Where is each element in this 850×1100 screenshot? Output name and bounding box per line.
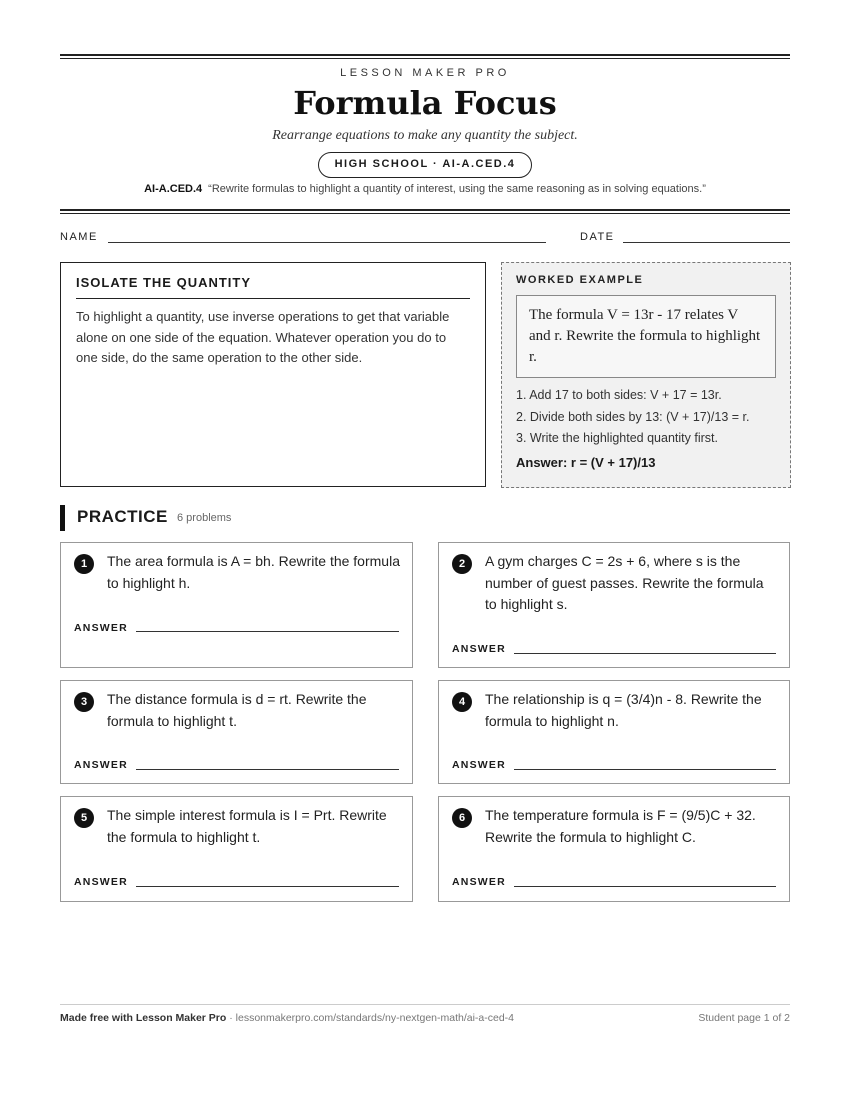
problem-number: 1 bbox=[74, 554, 94, 574]
footer-credit bbox=[60, 1012, 514, 1024]
problem-card-5 bbox=[60, 796, 413, 902]
answer-field[interactable] bbox=[136, 886, 399, 887]
brand-name: LESSON MAKER PRO bbox=[340, 67, 510, 79]
problem-card-1 bbox=[60, 542, 413, 668]
header-top-rule bbox=[60, 54, 790, 59]
problem-text: The distance formula is d = rt. Rewrite the formula to highlight t. bbox=[107, 691, 367, 729]
practice-title: PRACTICE bbox=[77, 507, 168, 526]
problem-card-2 bbox=[438, 542, 790, 668]
name-field[interactable] bbox=[108, 242, 546, 243]
problem-number: 4 bbox=[452, 692, 472, 712]
header-bottom-rule bbox=[60, 209, 790, 214]
level-badge: HIGH SCHOOL · AI-A.CED.4 bbox=[318, 152, 532, 178]
worked-step: 1. Add 17 to both sides: V + 17 = 13r. bbox=[516, 388, 722, 402]
problem-number: 3 bbox=[74, 692, 94, 712]
worked-example-steps bbox=[516, 385, 776, 450]
problem-number: 2 bbox=[452, 554, 472, 574]
problem-card-4 bbox=[438, 680, 790, 784]
worked-example-problem: The formula V = 13r - 17 relates V and r. Rewrite the formula to highlight r. bbox=[516, 295, 776, 378]
problem-number: 5 bbox=[74, 808, 94, 828]
footer-url: · lessonmakerpro.com/standards/ny-nextgen-math/ai-a-ced-4 bbox=[226, 1012, 515, 1024]
worked-step: 2. Divide both sides by 13: (V + 17)/13 = r. bbox=[516, 409, 750, 424]
answer-field[interactable] bbox=[514, 653, 776, 654]
problem-card-3 bbox=[60, 680, 413, 784]
answer-field[interactable] bbox=[514, 886, 776, 887]
answer-label: ANSWER bbox=[74, 622, 128, 634]
problem-text: The simple interest formula is I = Prt. Rewrite the formula to highlight t. bbox=[107, 807, 387, 845]
worked-example-panel bbox=[501, 262, 791, 488]
footer-made-with: Made free with Lesson Maker Pro bbox=[60, 1012, 227, 1024]
standard-text: “Rewrite formulas to highlight a quantity of interest, using the same reasoning as in solving equations.” bbox=[208, 183, 706, 195]
problem-text: The area formula is A = bh. Rewrite the formula to highlight h. bbox=[107, 553, 400, 591]
isolate-heading: ISOLATE THE QUANTITY bbox=[76, 275, 470, 299]
isolate-explanation: To highlight a quantity, use inverse operations to get that variable alone on one side of the equation. Whatever operation you do to one side, do the same operation to the other side. bbox=[76, 309, 450, 365]
answer-label: ANSWER bbox=[74, 876, 128, 888]
worked-example-answer: Answer: r = (V + 17)/13 bbox=[516, 454, 656, 470]
name-label: NAME bbox=[60, 231, 98, 243]
standard-line bbox=[0, 183, 850, 195]
footer-rule bbox=[60, 1004, 790, 1005]
date-field[interactable] bbox=[623, 242, 790, 243]
isolate-quantity-panel bbox=[60, 262, 486, 487]
footer-page-number: Student page 1 of 2 bbox=[698, 1012, 790, 1024]
answer-label: ANSWER bbox=[74, 759, 128, 771]
date-label: DATE bbox=[580, 231, 615, 243]
answer-field[interactable] bbox=[136, 769, 399, 770]
practice-count: 6 problems bbox=[177, 512, 232, 524]
worked-example-heading: WORKED EXAMPLE bbox=[516, 274, 644, 286]
answer-label: ANSWER bbox=[452, 876, 506, 888]
problem-text: The relationship is q = (3/4)n - 8. Rewrite the formula to highlight n. bbox=[485, 691, 762, 729]
worked-step: 3. Write the highlighted quantity first. bbox=[516, 431, 718, 445]
answer-label: ANSWER bbox=[452, 643, 506, 655]
problem-text: A gym charges C = 2s + 6, where s is the number of guest passes. Rewrite the formula to highlight s. bbox=[485, 553, 764, 612]
answer-field[interactable] bbox=[514, 769, 776, 770]
page-title: Formula Focus bbox=[293, 84, 557, 122]
problem-card-6 bbox=[438, 796, 790, 902]
page-subtitle: Rearrange equations to make any quantity the subject. bbox=[272, 128, 578, 143]
answer-label: ANSWER bbox=[452, 759, 506, 771]
standard-code: AI-A.CED.4 bbox=[144, 183, 203, 195]
problem-text: The temperature formula is F = (9/5)C + 32. Rewrite the formula to highlight C. bbox=[485, 807, 756, 845]
answer-field[interactable] bbox=[136, 631, 399, 632]
practice-accent-bar bbox=[60, 505, 65, 531]
problem-number: 6 bbox=[452, 808, 472, 828]
